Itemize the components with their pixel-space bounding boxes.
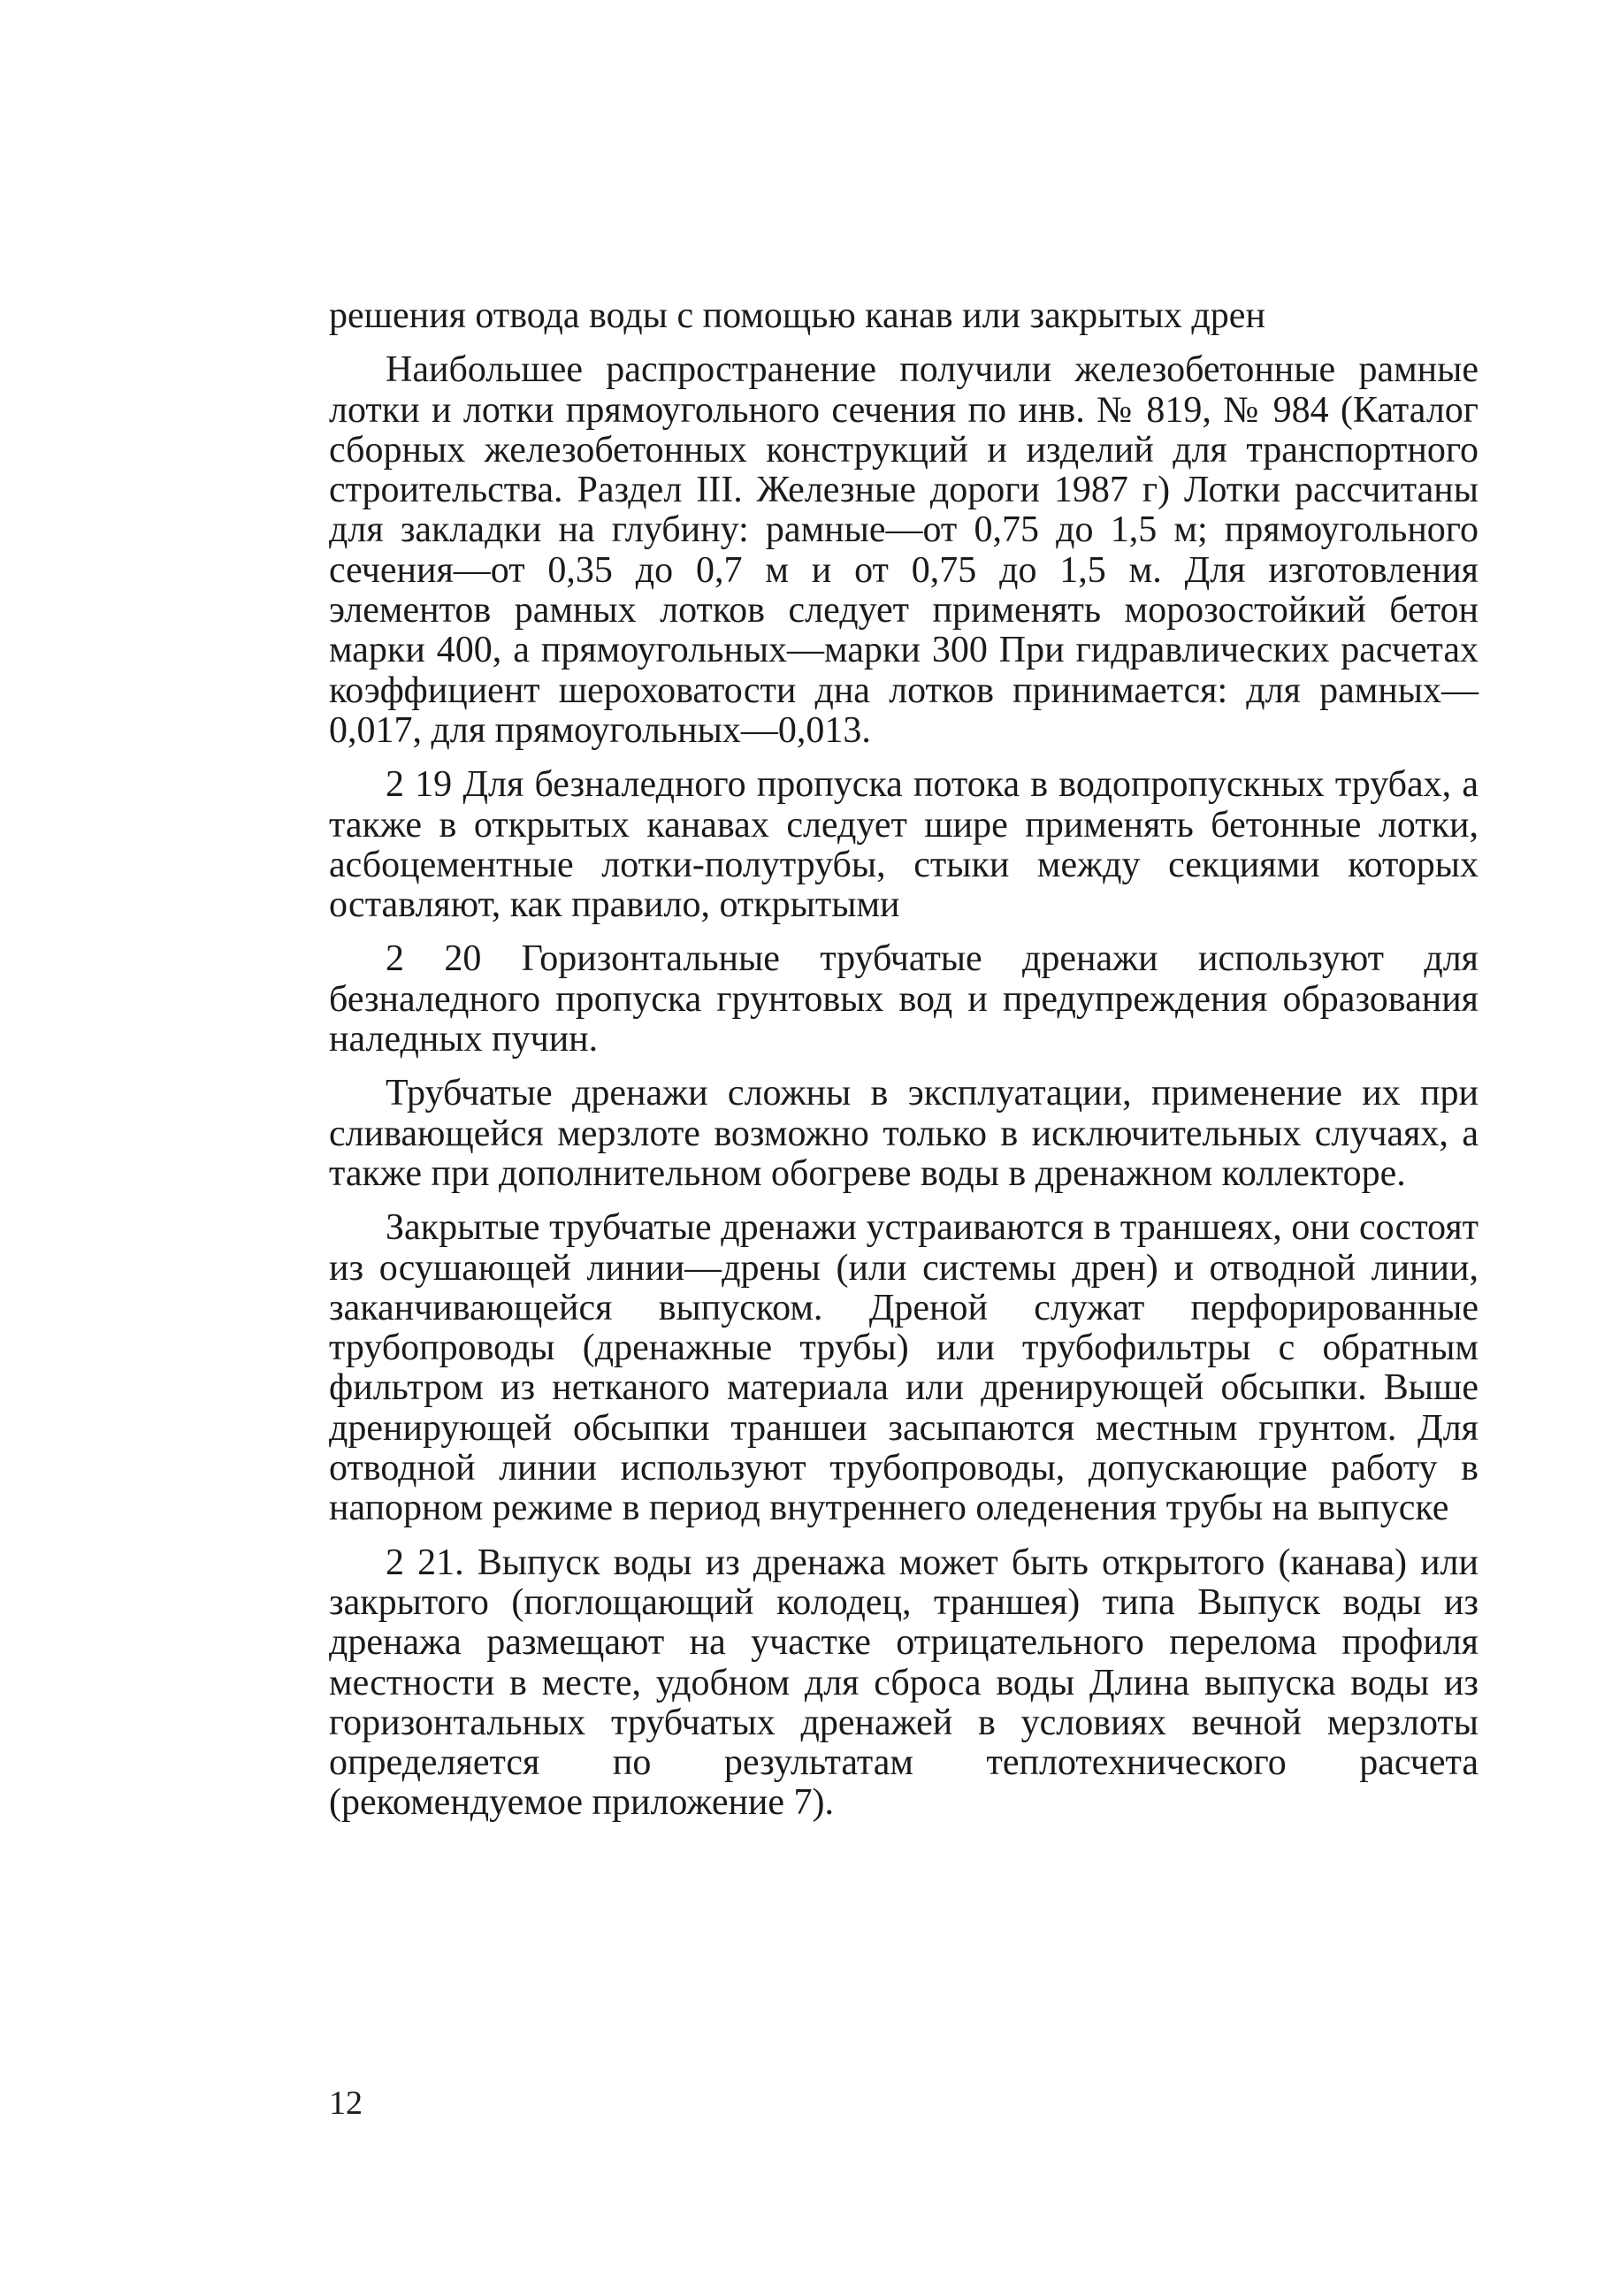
page-number: 12: [329, 2085, 363, 2122]
body-text: [329, 296, 1479, 1838]
paragraph-drain-operation: Трубчатые дренажи сложны в эксплуатации, применение их при сливающейся мерзлоте возможно только в исключительных случаях, а также при дополнительном обогреве воды в дренажном коллекторе.: [329, 1073, 1479, 1194]
paragraph-2-19: 2 19 Для безналедного пропуска потока в водопропускных трубах, а также в открытых канавах следует шире применять бетонные лотки, асбоцементные лотки-полутрубы, стыки между секциями которых оставляют, как правило, открытыми: [329, 764, 1479, 926]
paragraph-closed-drains: Закрытые трубчатые дренажи устраиваются в траншеях, они состоят из осушающей линии—дрены (или системы дрен) и отводной линии, заканчивающейся выпуском. Дреной служат перфорированные трубопроводы (дренажные трубы) или трубофильтры с обратным фильтром из нетканого материала или дренирующей обсыпки. Выше дренирующей обсыпки траншеи засыпаются местным грунтом. Для отводной линии используют трубопроводы, допускающие работу в напорном режиме в период внутреннего оледенения трубы на выпуске: [329, 1207, 1479, 1529]
paragraph-trays: Наибольшее распространение получили железобетонные рамные лотки и лотки прямоугольного сечения по инв. № 819, № 984 (Каталог сборных железобетонных конструкций и изделий для транспортного строительства. Раздел III. Железные дороги 1987 г) Лотки рассчитаны для закладки на глубину: рамные—от 0,75 до 1,5 м; прямоугольного сечения—от 0,35 до 0,7 м и от 0,75 до 1,5 м. Для изготовления элементов рамных лотков следует применять морозостойкий бетон марки 400, а прямоугольных—марки 300 При гидравлических расчетах коэффициент шероховатости дна лотков принимается: для рамных—0,017, для прямоугольных—0,013.: [329, 349, 1479, 751]
paragraph-continuation: решения отвода воды с помощью канав или закрытых дрен: [329, 295, 1265, 336]
paragraph-2-21: 2 21. Выпуск воды из дренажа может быть открытого (канава) или закрытого (поглощающий колодец, траншея) типа Выпуск воды из дренажа размещают на участке отрицательного перелома профиля местности в месте, удобном для сброса воды Длина выпуска воды из горизонтальных трубчатых дренажей в условиях вечной мерзлоты определяется по результатам теплотехнического расчета (рекомендуемое приложение 7).: [329, 1542, 1479, 1824]
paragraph-2-20: 2 20 Горизонтальные трубчатые дренажи используют для безналедного пропуска грунтовых вод и предупреждения образования наледных пучин.: [329, 938, 1479, 1060]
